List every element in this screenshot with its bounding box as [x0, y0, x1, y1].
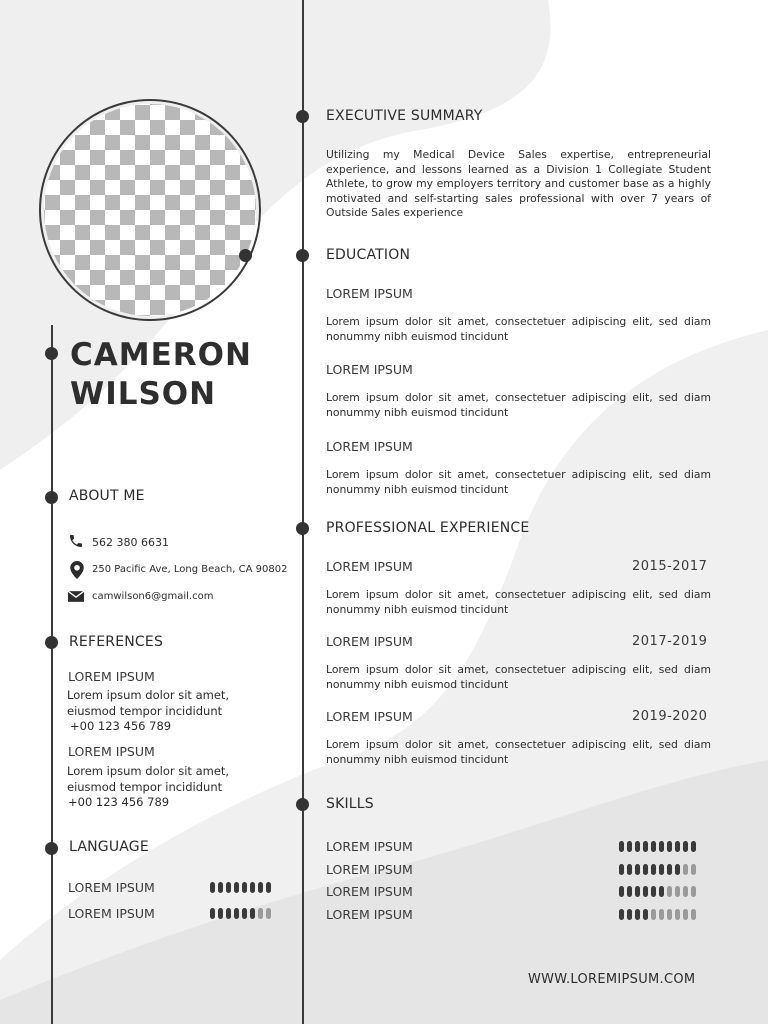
skill-2-label: LOREM IPSUM	[326, 862, 413, 877]
left-timeline	[51, 325, 53, 1024]
rating-pill	[667, 841, 672, 852]
rating-pill	[258, 908, 263, 919]
language-dot	[45, 842, 58, 855]
name-dot	[45, 347, 58, 360]
education-2-heading: LOREM IPSUM	[326, 362, 413, 377]
rating-pill	[242, 882, 247, 893]
rating-pill	[226, 908, 231, 919]
reference-2-text: Lorem ipsum dolor sit amet, eiusmod tempor incididunt	[67, 764, 230, 794]
experience-2-years: 2017-2019	[632, 634, 708, 649]
email-address: camwilson6@gmail.com	[92, 591, 214, 602]
rating-pill	[683, 864, 688, 875]
rating-pill	[627, 864, 632, 875]
rating-pill	[218, 908, 223, 919]
rating-pill	[683, 909, 688, 920]
reference-1-text: Lorem ipsum dolor sit amet, eiusmod tempor incididunt	[67, 688, 230, 718]
rating-pill	[667, 864, 672, 875]
education-dot	[296, 249, 309, 262]
summary-title: EXECUTIVE SUMMARY	[326, 108, 483, 124]
experience-2-text: Lorem ipsum dolor sit amet, consectetuer adipiscing elit, sed diam nonummy nibh euismod tincidunt	[326, 663, 711, 691]
language-1-label: LOREM IPSUM	[68, 880, 155, 895]
rating-pill	[675, 886, 680, 897]
about-title: ABOUT ME	[69, 488, 145, 504]
summary-dot	[296, 110, 309, 123]
rating-pill	[258, 882, 263, 893]
education-1-heading: LOREM IPSUM	[326, 286, 413, 301]
rating-pill	[635, 909, 640, 920]
rating-pill	[683, 841, 688, 852]
address: 250 Pacific Ave, Long Beach, CA 90802	[92, 564, 288, 575]
reference-1-phone: +00 123 456 789	[70, 719, 172, 733]
experience-3-years: 2019-2020	[632, 709, 708, 724]
skills-dot	[296, 798, 309, 811]
education-3-heading: LOREM IPSUM	[326, 439, 413, 454]
education-2-text: Lorem ipsum dolor sit amet, consectetuer adipiscing elit, sed diam nonummy nibh euismod tincidunt	[326, 391, 711, 419]
photo-dot	[239, 249, 252, 262]
rating-pill	[635, 841, 640, 852]
rating-pill	[635, 864, 640, 875]
email-icon	[68, 591, 84, 602]
about-dot	[45, 491, 58, 504]
rating-pill	[675, 864, 680, 875]
rating-pill	[210, 908, 215, 919]
education-1-text: Lorem ipsum dolor sit amet, consectetuer adipiscing elit, sed diam nonummy nibh euismod tincidunt	[326, 315, 711, 343]
skill-4-label: LOREM IPSUM	[326, 907, 413, 922]
rating-pill	[627, 841, 632, 852]
rating-pill	[659, 909, 664, 920]
language-title: LANGUAGE	[69, 839, 149, 855]
skill-1-rating	[619, 841, 696, 852]
phone-number: 562 380 6631	[92, 536, 169, 549]
rating-pill	[627, 909, 632, 920]
rating-pill	[659, 886, 664, 897]
skill-1-label: LOREM IPSUM	[326, 839, 413, 854]
rating-pill	[234, 908, 239, 919]
rating-pill	[218, 882, 223, 893]
education-title: EDUCATION	[326, 247, 411, 263]
rating-pill	[226, 882, 231, 893]
rating-pill	[643, 886, 648, 897]
rating-pill	[675, 841, 680, 852]
reference-2-phone: +00 123 456 789	[68, 795, 170, 809]
photo-placeholder-icon	[30, 90, 270, 330]
rating-pill	[242, 908, 247, 919]
rating-pill	[659, 864, 664, 875]
rating-pill	[667, 886, 672, 897]
rating-pill	[675, 909, 680, 920]
reference-1-heading: LOREM IPSUM	[68, 669, 155, 684]
skill-4-rating	[619, 909, 696, 920]
skill-3-rating	[619, 886, 696, 897]
education-3-text: Lorem ipsum dolor sit amet, consectetuer adipiscing elit, sed diam nonummy nibh euismod tincidunt	[326, 468, 711, 496]
skill-3-label: LOREM IPSUM	[326, 884, 413, 899]
rating-pill	[643, 841, 648, 852]
rating-pill	[659, 841, 664, 852]
rating-pill	[691, 909, 696, 920]
rating-pill	[643, 864, 648, 875]
rating-pill	[635, 886, 640, 897]
experience-1-text: Lorem ipsum dolor sit amet, consectetuer adipiscing elit, sed diam nonummy nibh euismod tincidunt	[326, 588, 711, 616]
rating-pill	[651, 864, 656, 875]
name-block	[70, 336, 252, 414]
rating-pill	[619, 841, 624, 852]
rating-pill	[234, 882, 239, 893]
skill-2-rating	[619, 864, 696, 875]
rating-pill	[619, 886, 624, 897]
website-link[interactable]: WWW.LOREMIPSUM.COM	[528, 972, 696, 987]
experience-1-heading: LOREM IPSUM	[326, 559, 413, 574]
rating-pill	[683, 886, 688, 897]
experience-title: PROFESSIONAL EXPERIENCE	[326, 520, 530, 536]
references-dot	[45, 636, 58, 649]
language-2-rating	[210, 908, 271, 919]
last-name: WILSON	[70, 376, 217, 412]
reference-2-heading: LOREM IPSUM	[68, 744, 155, 759]
experience-3-text: Lorem ipsum dolor sit amet, consectetuer adipiscing elit, sed diam nonummy nibh euismod tincidunt	[326, 738, 711, 766]
experience-1-years: 2015-2017	[632, 559, 708, 574]
location-pin-icon	[70, 561, 84, 579]
language-1-rating	[210, 882, 271, 893]
language-2-label: LOREM IPSUM	[68, 906, 155, 921]
rating-pill	[250, 882, 255, 893]
rating-pill	[643, 909, 648, 920]
rating-pill	[266, 908, 271, 919]
rating-pill	[266, 882, 271, 893]
experience-dot	[296, 522, 309, 535]
rating-pill	[691, 841, 696, 852]
references-title: REFERENCES	[69, 634, 164, 650]
summary-text: Utilizing my Medical Device Sales expertise, entrepreneurial experience, and lessons learned as a Division 1 Collegiate Student Athlete, to grow my employers territory and customer base as a highly motivated and self-starting sales professional with over 7 years of Outside Sales experience	[326, 148, 711, 219]
phone-icon	[68, 533, 84, 549]
rating-pill	[651, 909, 656, 920]
rating-pill	[619, 864, 624, 875]
skills-title: SKILLS	[326, 796, 374, 812]
rating-pill	[667, 909, 672, 920]
experience-2-heading: LOREM IPSUM	[326, 634, 413, 649]
rating-pill	[651, 841, 656, 852]
rating-pill	[691, 864, 696, 875]
first-name: CAMERON	[70, 337, 252, 373]
rating-pill	[250, 908, 255, 919]
experience-3-heading: LOREM IPSUM	[326, 709, 413, 724]
rating-pill	[691, 886, 696, 897]
rating-pill	[619, 909, 624, 920]
rating-pill	[627, 886, 632, 897]
rating-pill	[210, 882, 215, 893]
rating-pill	[651, 886, 656, 897]
main-timeline	[302, 0, 304, 1024]
